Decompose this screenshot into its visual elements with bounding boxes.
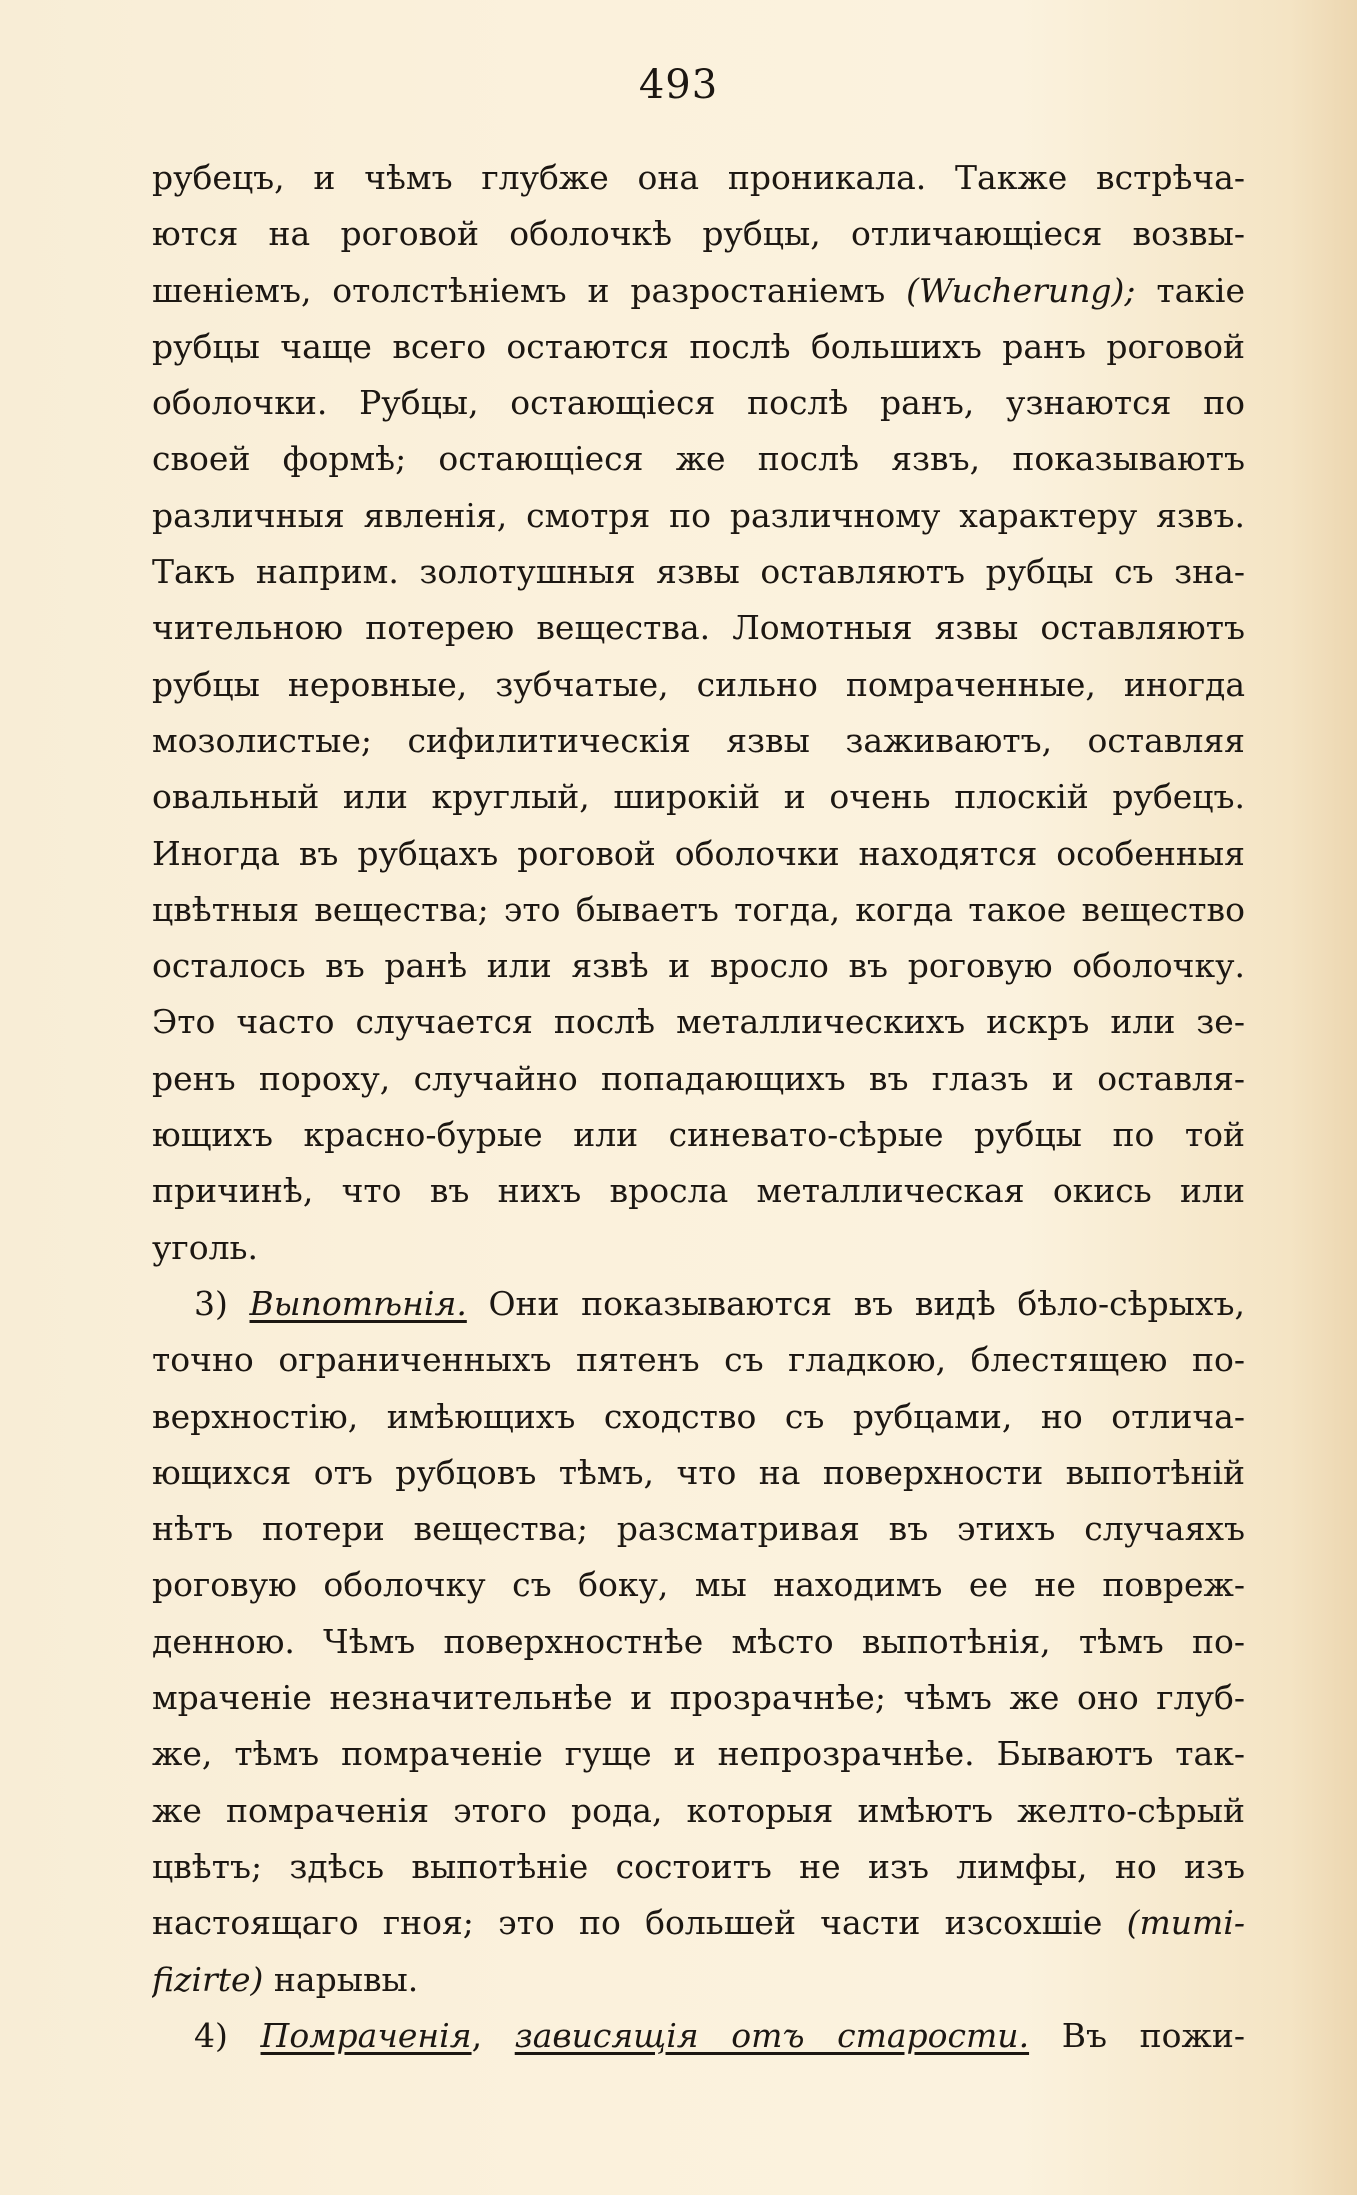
text-line: денною. Чѣмъ поверхностнѣе мѣсто выпотѣнія, тѣмъ по-	[152, 1621, 1245, 1661]
text-line: различныя явленія, смотря по различному характеру язвъ.	[152, 495, 1245, 535]
text-line: оболочки. Рубцы, остающіеся послѣ ранъ, узнаются по	[152, 383, 1245, 423]
text-line: причинѣ, что въ нихъ вросла металлическая окись или	[152, 1171, 1245, 1211]
text-line: осталось въ ранѣ или язвѣ и вросло въ роговую оболочку.	[152, 946, 1245, 986]
text-line: Иногда въ рубцахъ роговой оболочки находятся особенныя	[152, 833, 1245, 873]
german-term: (Wucherung);	[906, 270, 1136, 310]
text-line: нѣтъ потери вещества; разсматривая въ этихъ случаяхъ	[152, 1509, 1245, 1549]
text-line: цвѣтъ; здѣсь выпотѣніе состоитъ не изъ лимфы, но изъ	[152, 1846, 1245, 1886]
text-line: же помраченія этого рода, которыя имѣютъ желто-сѣрый	[152, 1790, 1245, 1830]
german-term: fizirte)	[152, 1959, 264, 1999]
text-line: верхностію, имѣющихъ сходство съ рубцами, но отлича-	[152, 1396, 1245, 1436]
text-line: ются на роговой оболочкѣ рубцы, отличающіеся возвы-	[152, 214, 1245, 254]
text-line: цвѣтныя вещества; это бываетъ тогда, когда такое вещество	[152, 889, 1245, 929]
section-4-heading-line: 4) Помраченія, зависящія отъ старости. Въ пожи-	[194, 2015, 1245, 2055]
text-line: настоящаго гноя; это по большей части изсохшіе (mumi-	[152, 1903, 1245, 1943]
section-3-title: Выпотѣнія.	[249, 1283, 467, 1323]
german-term: (mumi-	[1126, 1903, 1245, 1943]
text-line: Это часто случается послѣ металлическихъ искръ или зе-	[152, 1002, 1245, 1042]
text-line: рубцы неровные, зубчатые, сильно помраченные, иногда	[152, 664, 1245, 704]
text-line: мраченіе незначительнѣе и прозрачнѣе; чѣмъ же оно глуб-	[152, 1678, 1245, 1718]
text-line: Такъ наприм. золотушныя язвы оставляютъ рубцы съ зна-	[152, 552, 1245, 592]
text-line: овальный или круглый, широкій и очень плоскій рубецъ.	[152, 777, 1245, 817]
section-4-title: Помраченія	[260, 2015, 472, 2055]
body-text	[152, 150, 1245, 2064]
text-line: чительною потерею вещества. Ломотныя язвы оставляютъ	[152, 608, 1245, 648]
section-3-heading-line: 3) Выпотѣнія. Они показываются въ видѣ бѣло-сѣрыхъ,	[194, 1283, 1245, 1323]
text-line: ющихъ красно-бурые или синевато-сѣрые рубцы по той	[152, 1115, 1245, 1155]
text-line: ющихся отъ рубцовъ тѣмъ, что на поверхности выпотѣній	[152, 1452, 1245, 1492]
text-line: fizirte) нарывы.	[152, 1959, 419, 1999]
text-line: рубцы чаще всего остаются послѣ большихъ ранъ роговой	[152, 326, 1245, 366]
text-line: роговую оболочку съ боку, мы находимъ ее не повреж-	[152, 1565, 1245, 1605]
text-line: уголь.	[152, 1227, 258, 1267]
text-line: своей формѣ; остающіеся же послѣ язвъ, показываютъ	[152, 439, 1245, 479]
text-line: точно ограниченныхъ пятенъ съ гладкою, блестящею по-	[152, 1340, 1245, 1380]
text-line: мозолистые; сифилитическія язвы заживаютъ, оставляя	[152, 720, 1245, 760]
text-line: же, тѣмъ помраченіе гуще и непрозрачнѣе. Бываютъ так-	[152, 1734, 1245, 1774]
section-4-subtitle: зависящія отъ старости.	[514, 2015, 1030, 2055]
text-line: шеніемъ, отолстѣніемъ и разростаніемъ (Wucherung); такіе	[152, 270, 1245, 310]
text-line: ренъ пороху, случайно попадающихъ въ глазъ и оставля-	[152, 1058, 1245, 1098]
page-number: 493	[638, 62, 719, 108]
text-line: рубецъ, и чѣмъ глубже она проникала. Также встрѣча-	[152, 158, 1245, 197]
